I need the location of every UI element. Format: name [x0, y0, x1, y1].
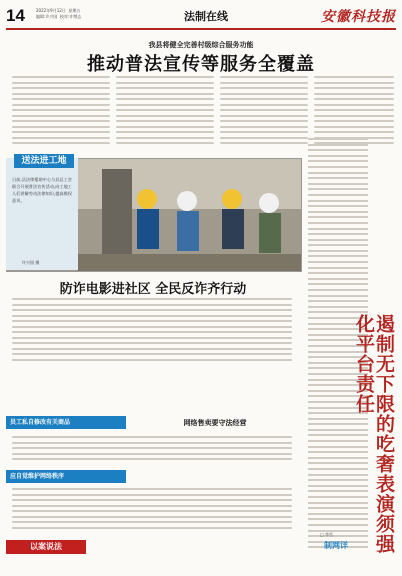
article-kicker: 我县将健全完善村级综合服务功能: [148, 41, 254, 49]
bottom-section-bar-1: 员工私自修改有关商品: [6, 416, 126, 429]
bottom-body-1: [12, 436, 292, 464]
page-number: 14: [6, 6, 25, 25]
photo-caption: 日前,县法律援助中心与县总工会联合开展普法宣传活动,向工地工人们讲解劳动法律知识,提高维权意识。: [12, 177, 72, 203]
photo-credit: 许兴国 摄: [22, 260, 40, 265]
article-body-column-2: [116, 76, 214, 148]
bottom-section-bar-2: 应自觉维护网络秩序: [6, 470, 126, 483]
sub-article-title: 防诈电影进社区 全民反诈齐行动: [59, 282, 247, 297]
sub-article-body: [12, 298, 292, 364]
section-title: 法制在线: [184, 10, 228, 23]
feature-tag: 送法进工地: [14, 154, 74, 168]
masthead: [6, 6, 396, 30]
fazhi-logo: 制网详: [324, 541, 348, 550]
edition-info: 2022年9月12日 星期五 编辑:许兴国 校对:许增志: [36, 8, 82, 19]
brand-logo: 安徽科技报: [321, 9, 396, 25]
commentary-title: 遏制无下限的吃奢表演须强化平台责任: [353, 314, 395, 554]
commentary-rail: [308, 134, 396, 570]
bottom-body-2: [12, 488, 292, 532]
case-law-tag: 以案说法: [6, 540, 86, 554]
photo-caption-panel: [6, 158, 78, 270]
bottom-headline: 网络售卖要守法经营: [183, 419, 247, 427]
article-body-column-3: [220, 76, 308, 148]
article-headline: 推动普法宣传等服务全覆盖: [87, 54, 315, 75]
article-body-column-1: [12, 76, 110, 148]
commentary-author: □ 李雪: [320, 532, 334, 537]
